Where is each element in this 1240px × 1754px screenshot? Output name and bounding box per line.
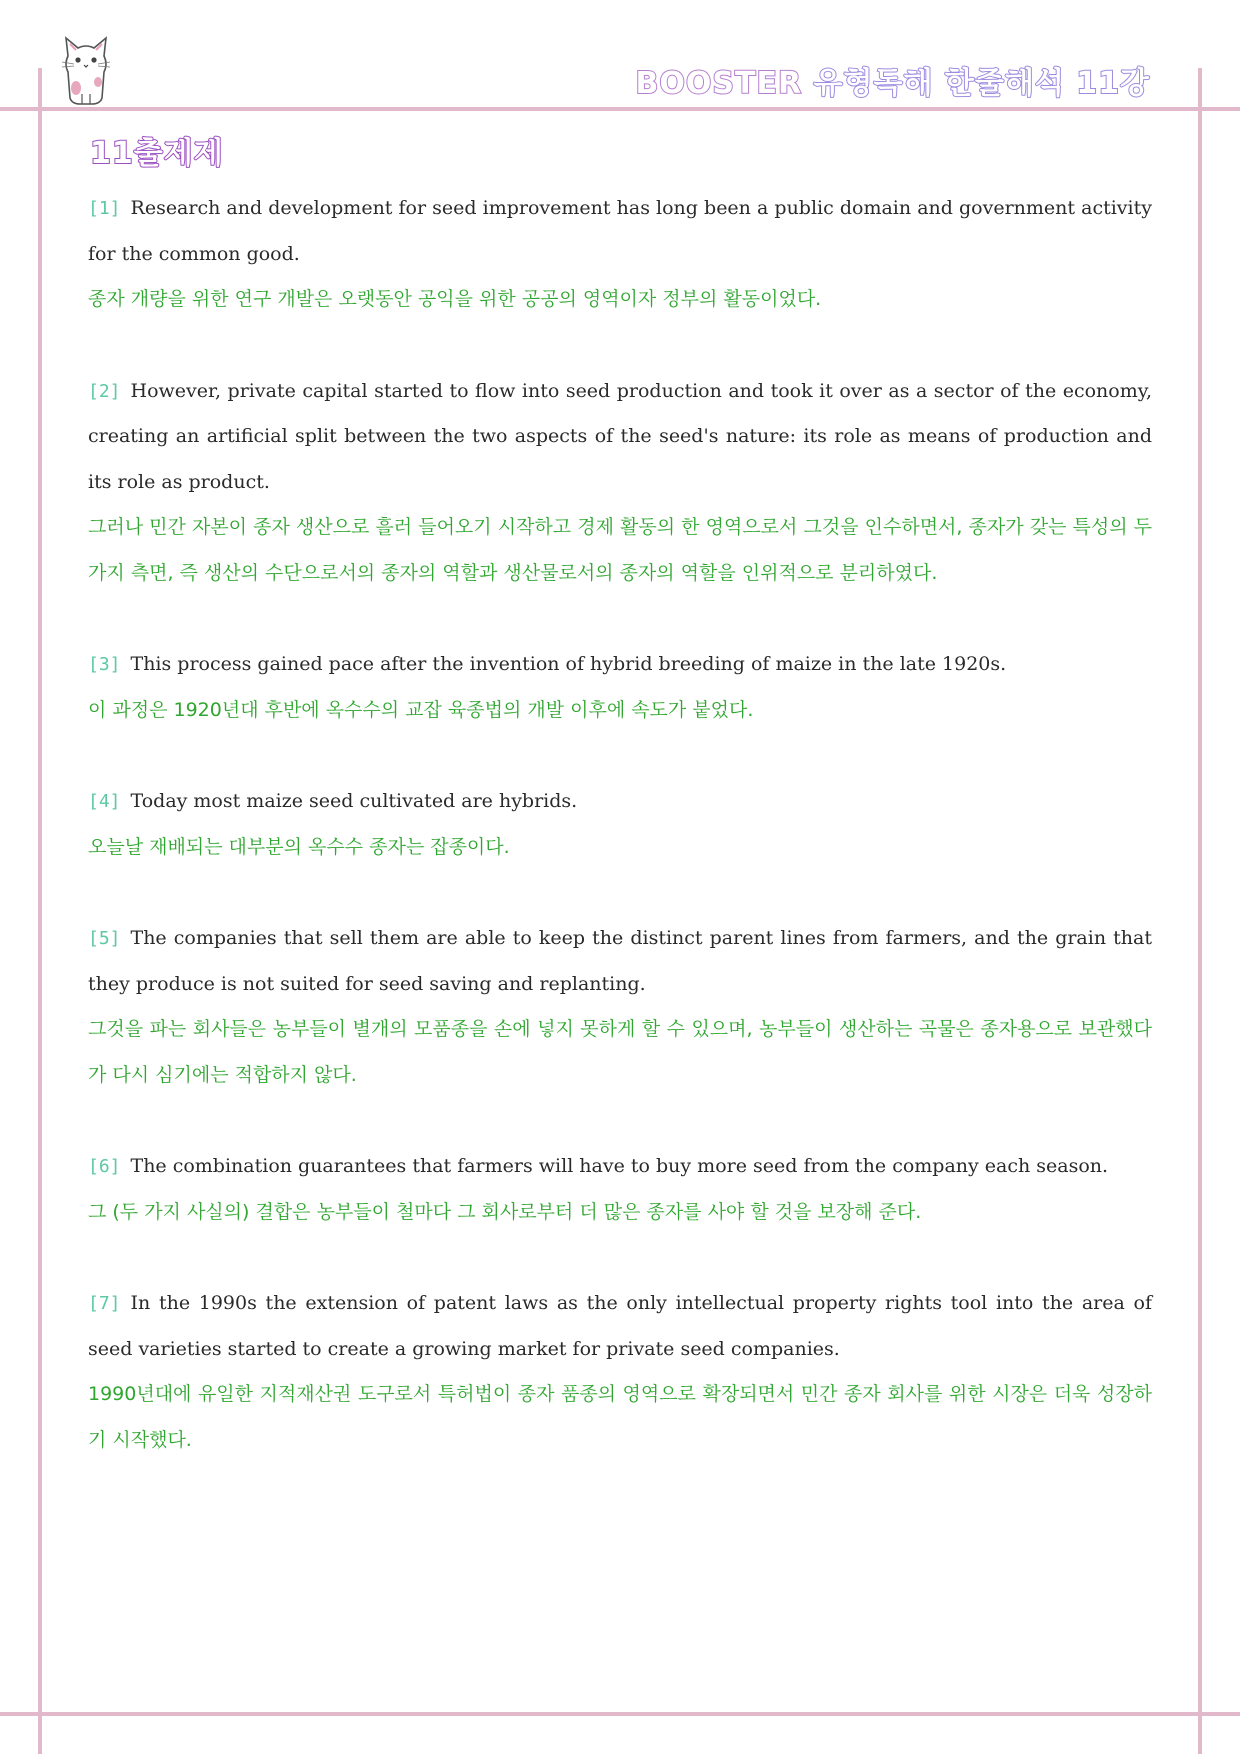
sentence-number: [4]: [88, 791, 121, 812]
korean-translation: 그것을 파는 회사들은 농부들이 별개의 모품종을 손에 넣지 못하게 할 수 있으며, 농부들이 생산하는 곡물은 종자용으로 보관했다가 다시 심기에는 적합하지 않다.: [88, 1018, 1152, 1086]
english-sentence: [88, 186, 1152, 277]
korean-translation: 그러나 민간 자본이 종자 생산으로 흘러 들어오기 시작하고 경제 활동의 한 영역으로서 그것을 인수하면서, 종자가 갖는 특성의 두 가지 측면, 즉 생산의 수단으로서의 종자의 역할과 생산물로서의 종자의 역할을 인위적으로 분리하였다.: [88, 516, 1152, 584]
english-text: The combination guarantees that farmers will have to buy more seed from the company each season.: [130, 1155, 1109, 1177]
header-title-lesson: 11강: [1076, 66, 1150, 101]
sentence-number: [1]: [88, 198, 121, 219]
korean-translation: 1990년대에 유일한 지적재산권 도구로서 특허법이 종자 품종의 영역으로 확장되면서 민간 종자 회사를 위한 시장은 더욱 성장하기 시작했다.: [88, 1383, 1152, 1451]
header-title: [636, 58, 1150, 102]
english-text: This process gained pace after the invention of hybrid breeding of maize in the late 1920s.: [130, 653, 1007, 675]
header-title-type: 유형독해: [813, 66, 934, 101]
header-rule: [0, 107, 1240, 111]
english-sentence: [88, 779, 1152, 825]
paragraph-6: [88, 1144, 1152, 1235]
english-text: However, private capital started to flow into seed production and took it over as a sector of the economy, creating an artificial split between the two aspects of the seed's nature: its role as means of production and its role as product.: [88, 379, 1152, 493]
english-sentence: [88, 642, 1152, 688]
english-text: Today most maize seed cultivated are hybrids.: [130, 790, 578, 812]
english-text: The companies that sell them are able to keep the distinct parent lines from farmers, and the grain that they produce is not suited for seed saving and replanting.: [88, 927, 1152, 995]
left-border: [38, 68, 42, 1754]
english-text: Research and development for seed improvement has long been a public domain and government activity for the common good.: [88, 197, 1152, 265]
paragraph-3: [88, 642, 1152, 733]
paragraph-2: [88, 369, 1152, 597]
footer-rule: [0, 1712, 1240, 1716]
section-title: 11출제제: [90, 136, 224, 171]
sentence-number: [6]: [88, 1156, 121, 1177]
sentence-number: [5]: [88, 928, 121, 949]
header-title-line: 한줄해석: [944, 66, 1065, 101]
content: [88, 186, 1152, 1509]
cat-mascot-icon: [56, 34, 116, 106]
paragraph-7: [88, 1281, 1152, 1463]
sentence-number: [7]: [88, 1293, 121, 1314]
sentence-number: [3]: [88, 654, 121, 675]
header-title-booster: BOOSTER: [635, 66, 803, 101]
paragraph-5: [88, 916, 1152, 1098]
korean-translation: 그 (두 가지 사실의) 결합은 농부들이 철마다 그 회사로부터 더 많은 종자를 사야 할 것을 보장해 준다.: [88, 1200, 922, 1223]
right-border: [1198, 68, 1202, 1754]
paragraph-1: [88, 186, 1152, 323]
korean-translation: 종자 개량을 위한 연구 개발은 오랫동안 공익을 위한 공공의 영역이자 정부의 활동이었다.: [88, 288, 822, 310]
english-sentence: [88, 369, 1152, 506]
english-sentence: [88, 916, 1152, 1007]
english-sentence: [88, 1144, 1152, 1190]
english-text: In the 1990s the extension of patent laws as the only intellectual property rights tool into the area of seed varieties started to create a growing market for private seed companies.: [88, 1292, 1152, 1360]
english-sentence: [88, 1281, 1152, 1372]
korean-translation: 오늘날 재배되는 대부분의 옥수수 종자는 잡종이다.: [88, 835, 510, 858]
korean-translation: 이 과정은 1920년대 후반에 옥수수의 교잡 육종법의 개발 이후에 속도가 붙었다.: [88, 698, 754, 721]
sentence-number: [2]: [88, 380, 121, 402]
paragraph-4: [88, 779, 1152, 870]
